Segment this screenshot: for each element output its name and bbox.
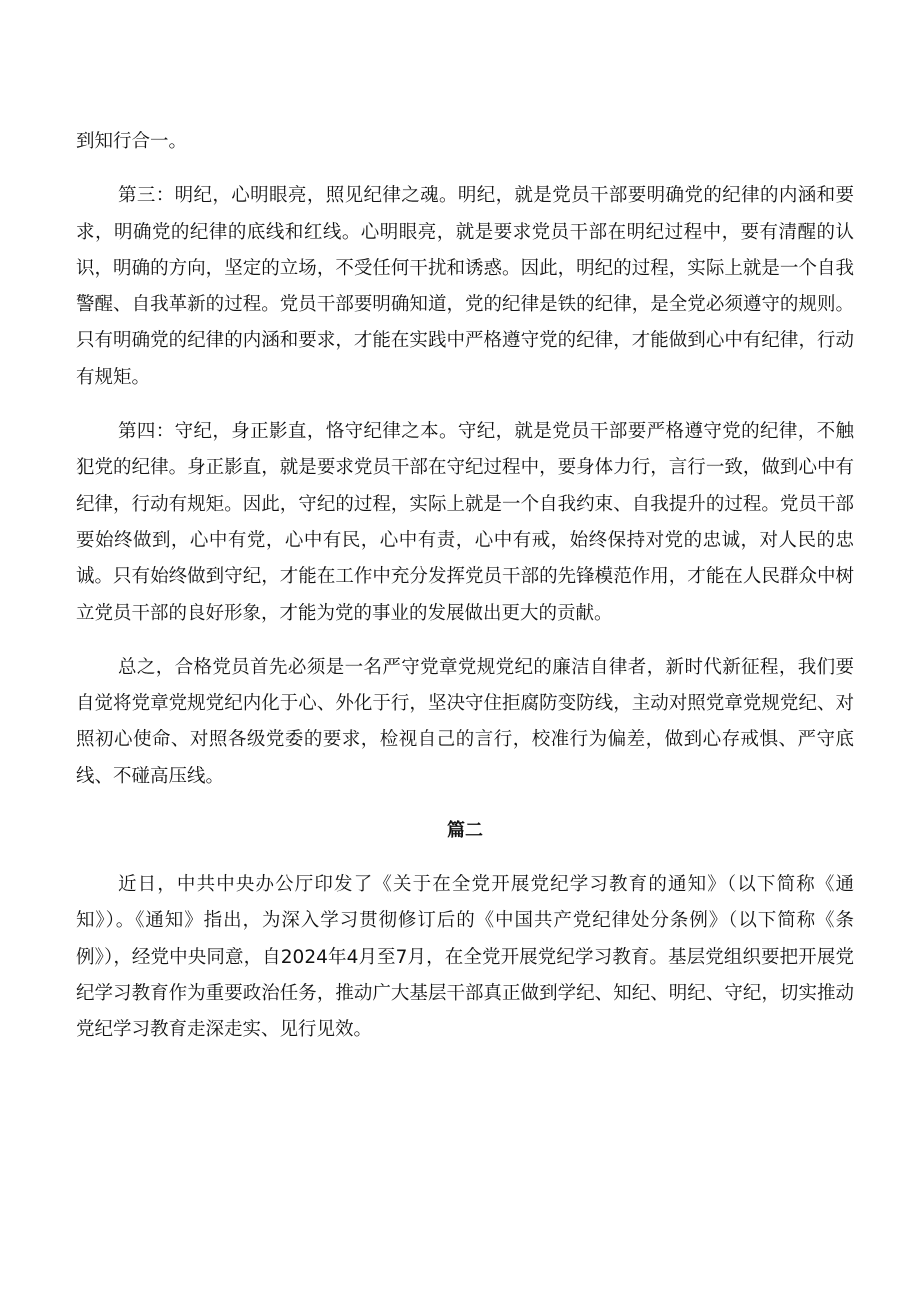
document-page	[76, 124, 854, 1049]
paragraph-conclusion: 总之，合格党员首先必须是一名严守党章党规党纪的廉洁自律者，新时代新征程，我们要自觉将党章党规党纪内化于心、外化于行，坚决守住拒腐防变防线，主动对照党章党规党纪、对照初心使命、对照各级党委的要求，检视自己的言行，校准行为偏差，做到心存戒惧、严守底线、不碰高压线。	[76, 656, 854, 787]
paragraph-fourth-shouji: 第四：守纪，身正影直，恪守纪律之本。守纪，就是党员干部要严格遵守党的纪律，不触犯党的纪律。身正影直，就是要求党员干部在守纪过程中，要身体力行，言行一致，做到心中有纪律，行动有规矩。因此，守纪的过程，实际上就是一个自我约束、自我提升的过程。党员干部要始终做到，心中有党，心中有民，心中有责，心中有戒，始终保持对党的忠诚，对人民的忠诚。只有始终做到守纪，才能在工作中充分发挥党员干部的先锋模范作用，才能在人民群众中树立党员干部的良好形象，才能为党的事业的发展做出更大的贡献。	[76, 421, 854, 624]
paragraph-third-mingji: 第三：明纪，心明眼亮，照见纪律之魂。明纪，就是党员干部要明确党的纪律的内涵和要求，明确党的纪律的底线和红线。心明眼亮，就是要求党员干部在明纪过程中，要有清醒的认识，明确的方向，坚定的立场，不受任何干扰和诱惑。因此，明纪的过程，实际上就是一个自我警醒、自我革新的过程。党员干部要明确知道，党的纪律是铁的纪律，是全党必须遵守的规则。只有明确党的纪律的内涵和要求，才能在实践中严格遵守党的纪律，才能做到心中有纪律，行动有规矩。	[76, 185, 854, 388]
section-heading: 篇二	[447, 820, 483, 842]
continuation-paragraph: 到知行合一。	[76, 131, 188, 152]
paragraph-section-two-intro: 近日，中共中央办公厅印发了《关于在全党开展党纪学习教育的通知》（以下简称《通知》）。《通知》指出，为深入学习贯彻修订后的《中国共产党纪律处分条例》（以下简称《条例》），经党中央同意，自2024年4月至7月，在全党开展党纪学习教育。基层党组织要把开展党纪学习教育作为重要政治任务，推动广大基层干部真正做到学纪、知纪、明纪、守纪，切实推动党纪学习教育走深走实、见行见效。	[76, 874, 854, 1041]
